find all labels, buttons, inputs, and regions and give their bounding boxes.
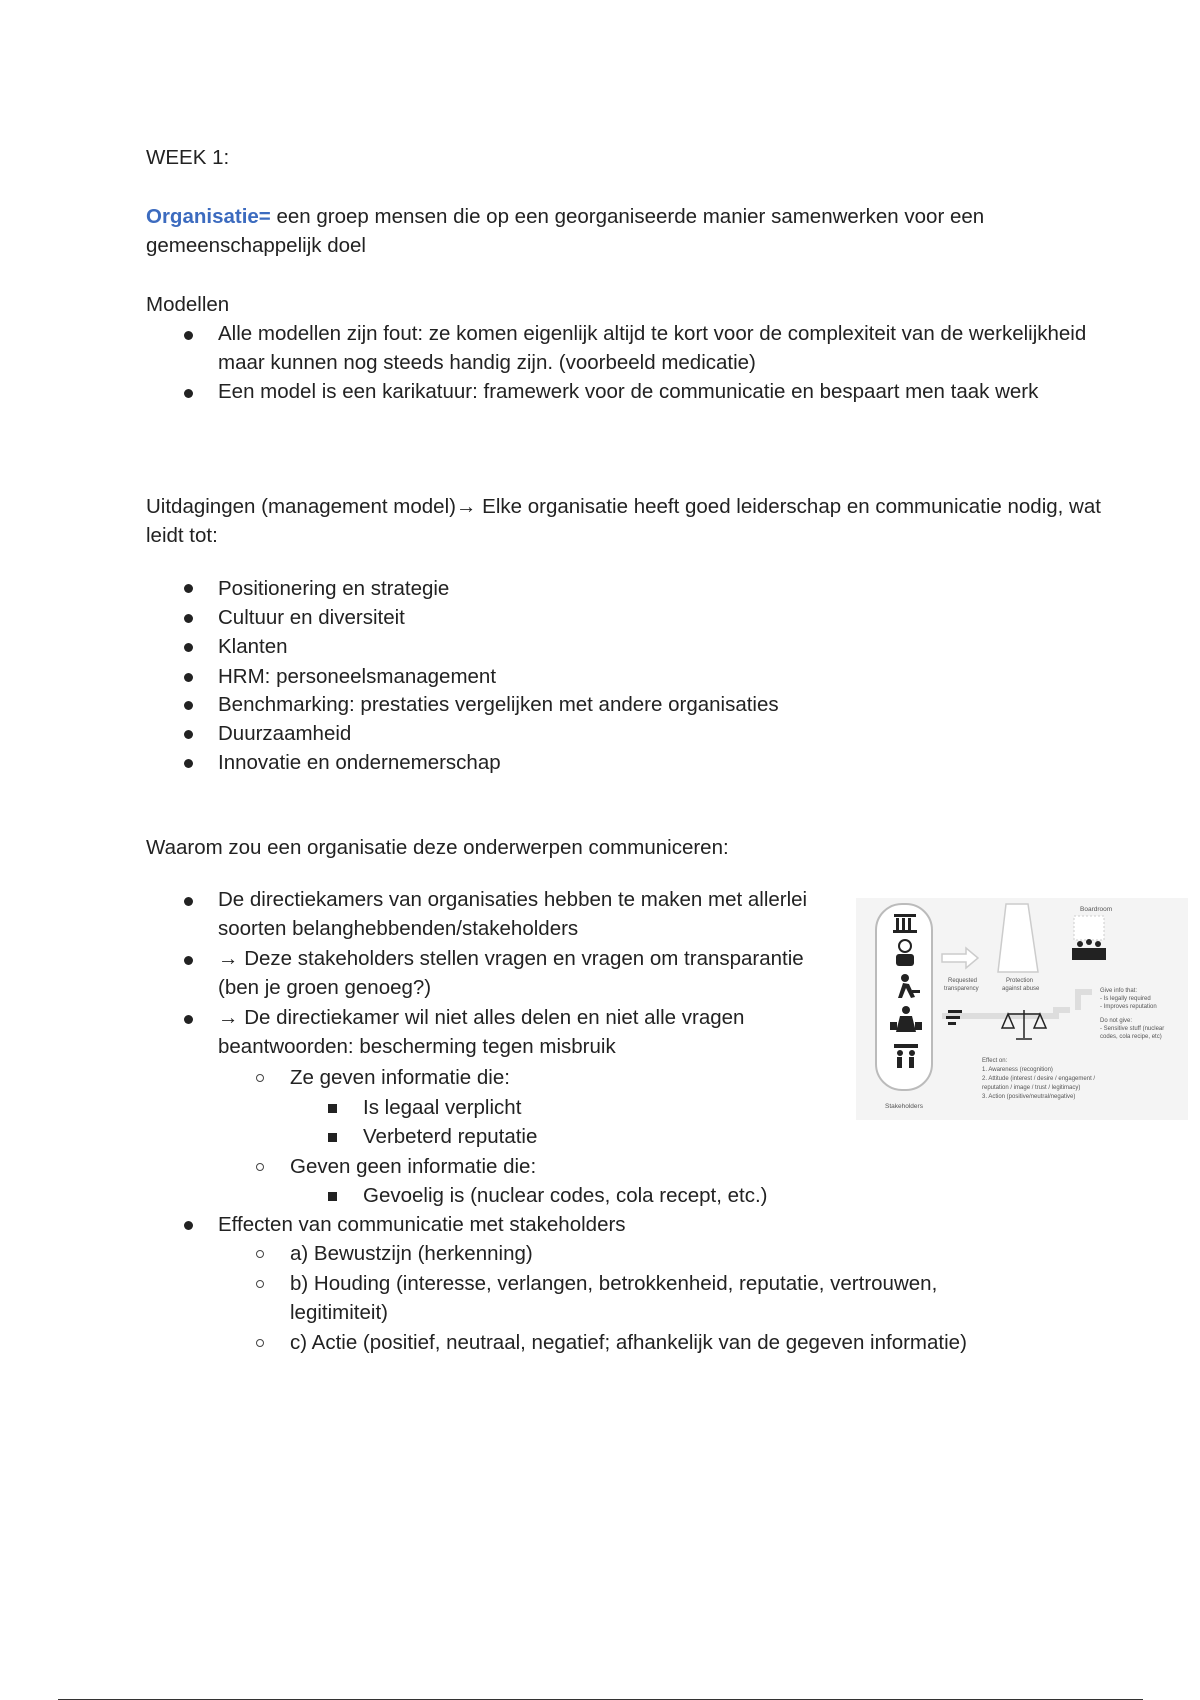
models-item: Alle modellen zijn fout: ze komen eigenlijk altijd te kort voor de complexiteit van de werkelijkheid maar kunnen nog steeds handig zijn. (voorbeeld medicatie)	[218, 322, 1087, 374]
why-item: → De directiekamer wil niet alles delen en niet alle vragen beantwoorden: bescherming tegen misbruik	[218, 1006, 745, 1058]
models-item: Een model is een karikatuur: framewerk voor de communicatie en bespaart men taak werk	[218, 380, 1039, 403]
bullet	[184, 614, 193, 623]
give-item: Verbeterd reputatie	[363, 1125, 538, 1148]
why-intro: Waarom zou een organisatie deze onderwerpen communiceren:	[146, 836, 729, 859]
effect-item: b) Houding (interesse, verlangen, betrokkenheid, reputatie, vertrouwen, legitimiteit)	[290, 1272, 938, 1324]
diagram-effect-line: 2. Attitude (interest / desire / engagement /	[982, 1076, 1096, 1082]
effect-item: a) Bewustzijn (herkenning)	[290, 1242, 533, 1265]
effect-item: c) Actie (positief, neutraal, negatief; afhankelijk van de gegeven informatie)	[290, 1331, 967, 1354]
sub-sub-bullet	[328, 1133, 337, 1142]
diagram-give-info-line: Give info that:	[1100, 988, 1138, 994]
diagram-requested-label: Requested	[948, 978, 978, 984]
bullet	[184, 701, 193, 710]
diagram-requested-label: transparency	[944, 986, 979, 992]
challenge-item: Cultuur en diversiteit	[218, 606, 405, 629]
diagram-not-give-line: codes, cola recipe, etc)	[1100, 1034, 1162, 1040]
boardroom-board	[1074, 916, 1104, 940]
sub-bullet	[256, 1163, 264, 1171]
definition-term: Organisatie=	[146, 205, 271, 228]
challenges-intro: Uitdagingen (management model)→ Elke organisatie heeft goed leiderschap en communicatie nodig, wat leidt tot:	[146, 495, 1101, 547]
challenge-item: Duurzaamheid	[218, 722, 352, 745]
bullet	[184, 1015, 193, 1024]
bullet	[184, 389, 193, 398]
models-title: Modellen	[146, 293, 230, 316]
definition-text: een groep mensen die op een georganiseerde manier samenwerken voor een gemeenschappelijk doel	[146, 205, 985, 257]
challenge-item: Benchmarking: prestaties vergelijken met andere organisaties	[218, 693, 779, 716]
bullet	[184, 584, 193, 593]
bullet	[184, 956, 193, 965]
bullet	[184, 759, 193, 768]
diagram-effect-line: Effect on:	[982, 1058, 1008, 1064]
sub-bullet	[256, 1280, 264, 1288]
challenge-item: Klanten	[218, 635, 288, 658]
sub-sub-bullet	[328, 1192, 337, 1201]
stakeholder-diagram	[856, 898, 1188, 1120]
sub-sub-bullet	[328, 1104, 337, 1113]
give-item: Is legaal verplicht	[363, 1096, 522, 1119]
diagram-stakeholders-label: Stakeholders	[885, 1103, 923, 1110]
diagram-effect-line: 3. Action (positive/neutral/negative)	[982, 1094, 1076, 1100]
bullet	[184, 331, 193, 340]
diagram-protection-label: against abuse	[1002, 986, 1040, 992]
challenge-item: Positionering en strategie	[218, 577, 450, 600]
definition-paragraph	[146, 202, 1096, 260]
bullet	[184, 730, 193, 739]
no-give-item: Gevoelig is (nuclear codes, cola recept, etc.)	[363, 1184, 768, 1207]
diagram-not-give-line: - Sensitive stuff (nuclear	[1100, 1026, 1165, 1032]
bullet	[184, 673, 193, 682]
diagram-give-info-line: - Improves reputation	[1100, 1004, 1157, 1010]
sub-bullet	[256, 1339, 264, 1347]
diagram-effect-line: reputation / image / trust / legitimacy)	[982, 1085, 1081, 1091]
why-item: De directiekamers van organisaties hebben te maken met allerlei soorten belanghebbenden/stakeholders	[218, 888, 808, 940]
no-give-label: Geven geen informatie die:	[290, 1155, 537, 1178]
give-label: Ze geven informatie die:	[290, 1066, 510, 1089]
why-item: → Deze stakeholders stellen vragen en vragen om transparantie (ben je groen genoeg?)	[218, 947, 804, 999]
diagram-protection-label: Protection	[1006, 978, 1034, 984]
diagram-not-give-line: Do not give:	[1100, 1018, 1133, 1024]
effects-label: Effecten van communicatie met stakeholders	[218, 1213, 626, 1236]
bullet	[184, 897, 193, 906]
page-heading: WEEK 1:	[146, 146, 230, 169]
diagram-effect-line: 1. Awareness (recognition)	[982, 1067, 1053, 1073]
challenge-item: HRM: personeelsmanagement	[218, 665, 497, 688]
sub-bullet	[256, 1250, 264, 1258]
diagram-boardroom-label: Boardroom	[1080, 906, 1113, 913]
bullet	[184, 643, 193, 652]
bullet	[184, 1221, 193, 1230]
sub-bullet	[256, 1074, 264, 1082]
diagram-give-info-line: - Is legally required	[1100, 996, 1151, 1002]
challenge-item: Innovatie en ondernemerschap	[218, 751, 501, 774]
